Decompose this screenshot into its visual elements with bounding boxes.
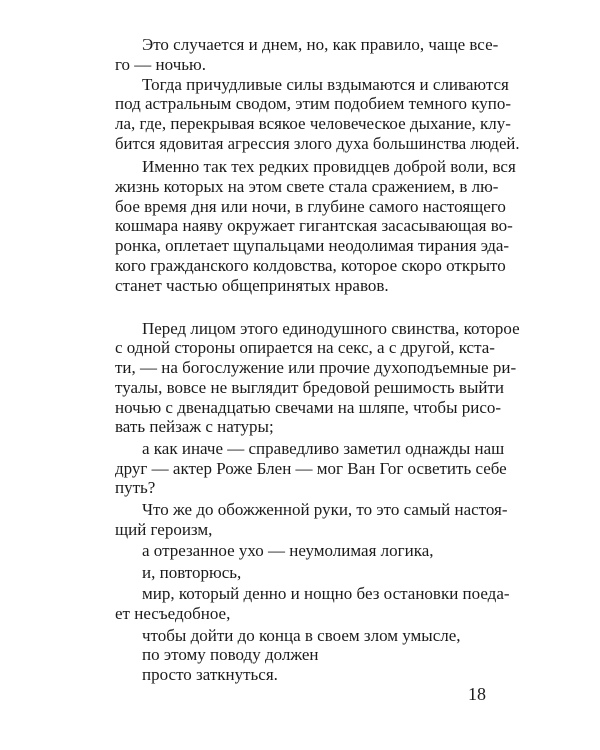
text-line: ронка, оплетает щупальцами неодолимая тирания эда-	[115, 236, 510, 255]
text-line: бое время дня или ночи, в глубине самого настоящего	[115, 196, 506, 216]
text-line: Это случается и днем, но, как правило, чаще все-	[142, 35, 499, 54]
text-line: кошмара наяву окружает гигантская засасывающая во-	[115, 216, 513, 236]
text-line: ночью с двенадцатью свечами на шляпе, чтобы рисо-	[115, 397, 502, 417]
text-line: Тогда причудливые силы вздымаются и сливаются	[142, 74, 509, 94]
page-number: 18	[468, 684, 486, 704]
text-line: вать пейзаж с натуры;	[115, 417, 274, 437]
text-line: по этому поводу должен	[142, 645, 319, 665]
text-line: бится ядовитая агрессия злого духа большинства людей.	[115, 133, 520, 153]
text-line: кого гражданского колдовства, которое скоро открыто	[115, 255, 506, 275]
text-line: ла, где, перекрывая всякое человеческое дыхание, клу-	[115, 114, 511, 133]
text-line: просто заткнуться.	[142, 665, 278, 684]
text-line: ти, — на богослужение или прочие духоподъемные ри-	[115, 358, 517, 378]
text-line: а отрезанное ухо — неумолимая логика,	[142, 541, 434, 561]
text-line: а как иначе — справедливо заметил однажды наш	[142, 438, 505, 458]
text-line: ет несъедобное,	[115, 604, 231, 623]
text-line: путь?	[115, 478, 156, 498]
text-line: Именно так тех редких провидцев доброй воли, вся	[142, 157, 516, 177]
text-line: друг — актер Роже Блен — мог Ван Гог осветить себе	[115, 458, 507, 478]
text-line: с одной стороны опирается на секс, а с другой, кста-	[115, 338, 495, 358]
text-line: го — ночью.	[115, 54, 206, 74]
text-line: под астральным сводом, этим подобием темного купо-	[115, 94, 512, 114]
text-line: Что же до обожженной руки, то это самый настоя-	[142, 499, 508, 519]
text-line: Перед лицом этого единодушного свинства, которое	[142, 318, 520, 338]
text-line: чтобы дойти до конца в своем злом умысле,	[142, 625, 461, 645]
text-line: жизнь которых на этом свете стала сражением, в лю-	[115, 176, 499, 196]
text-line: туалы, вовсе не выглядит бредовой решимость выйти	[115, 377, 504, 397]
text-line: щий героизм,	[115, 519, 213, 539]
text-line: станет частью общепринятых нравов.	[115, 275, 389, 295]
text-line: и, повторюсь,	[142, 562, 242, 582]
text-line: мир, который денно и нощно без остановки поеда-	[142, 584, 510, 604]
